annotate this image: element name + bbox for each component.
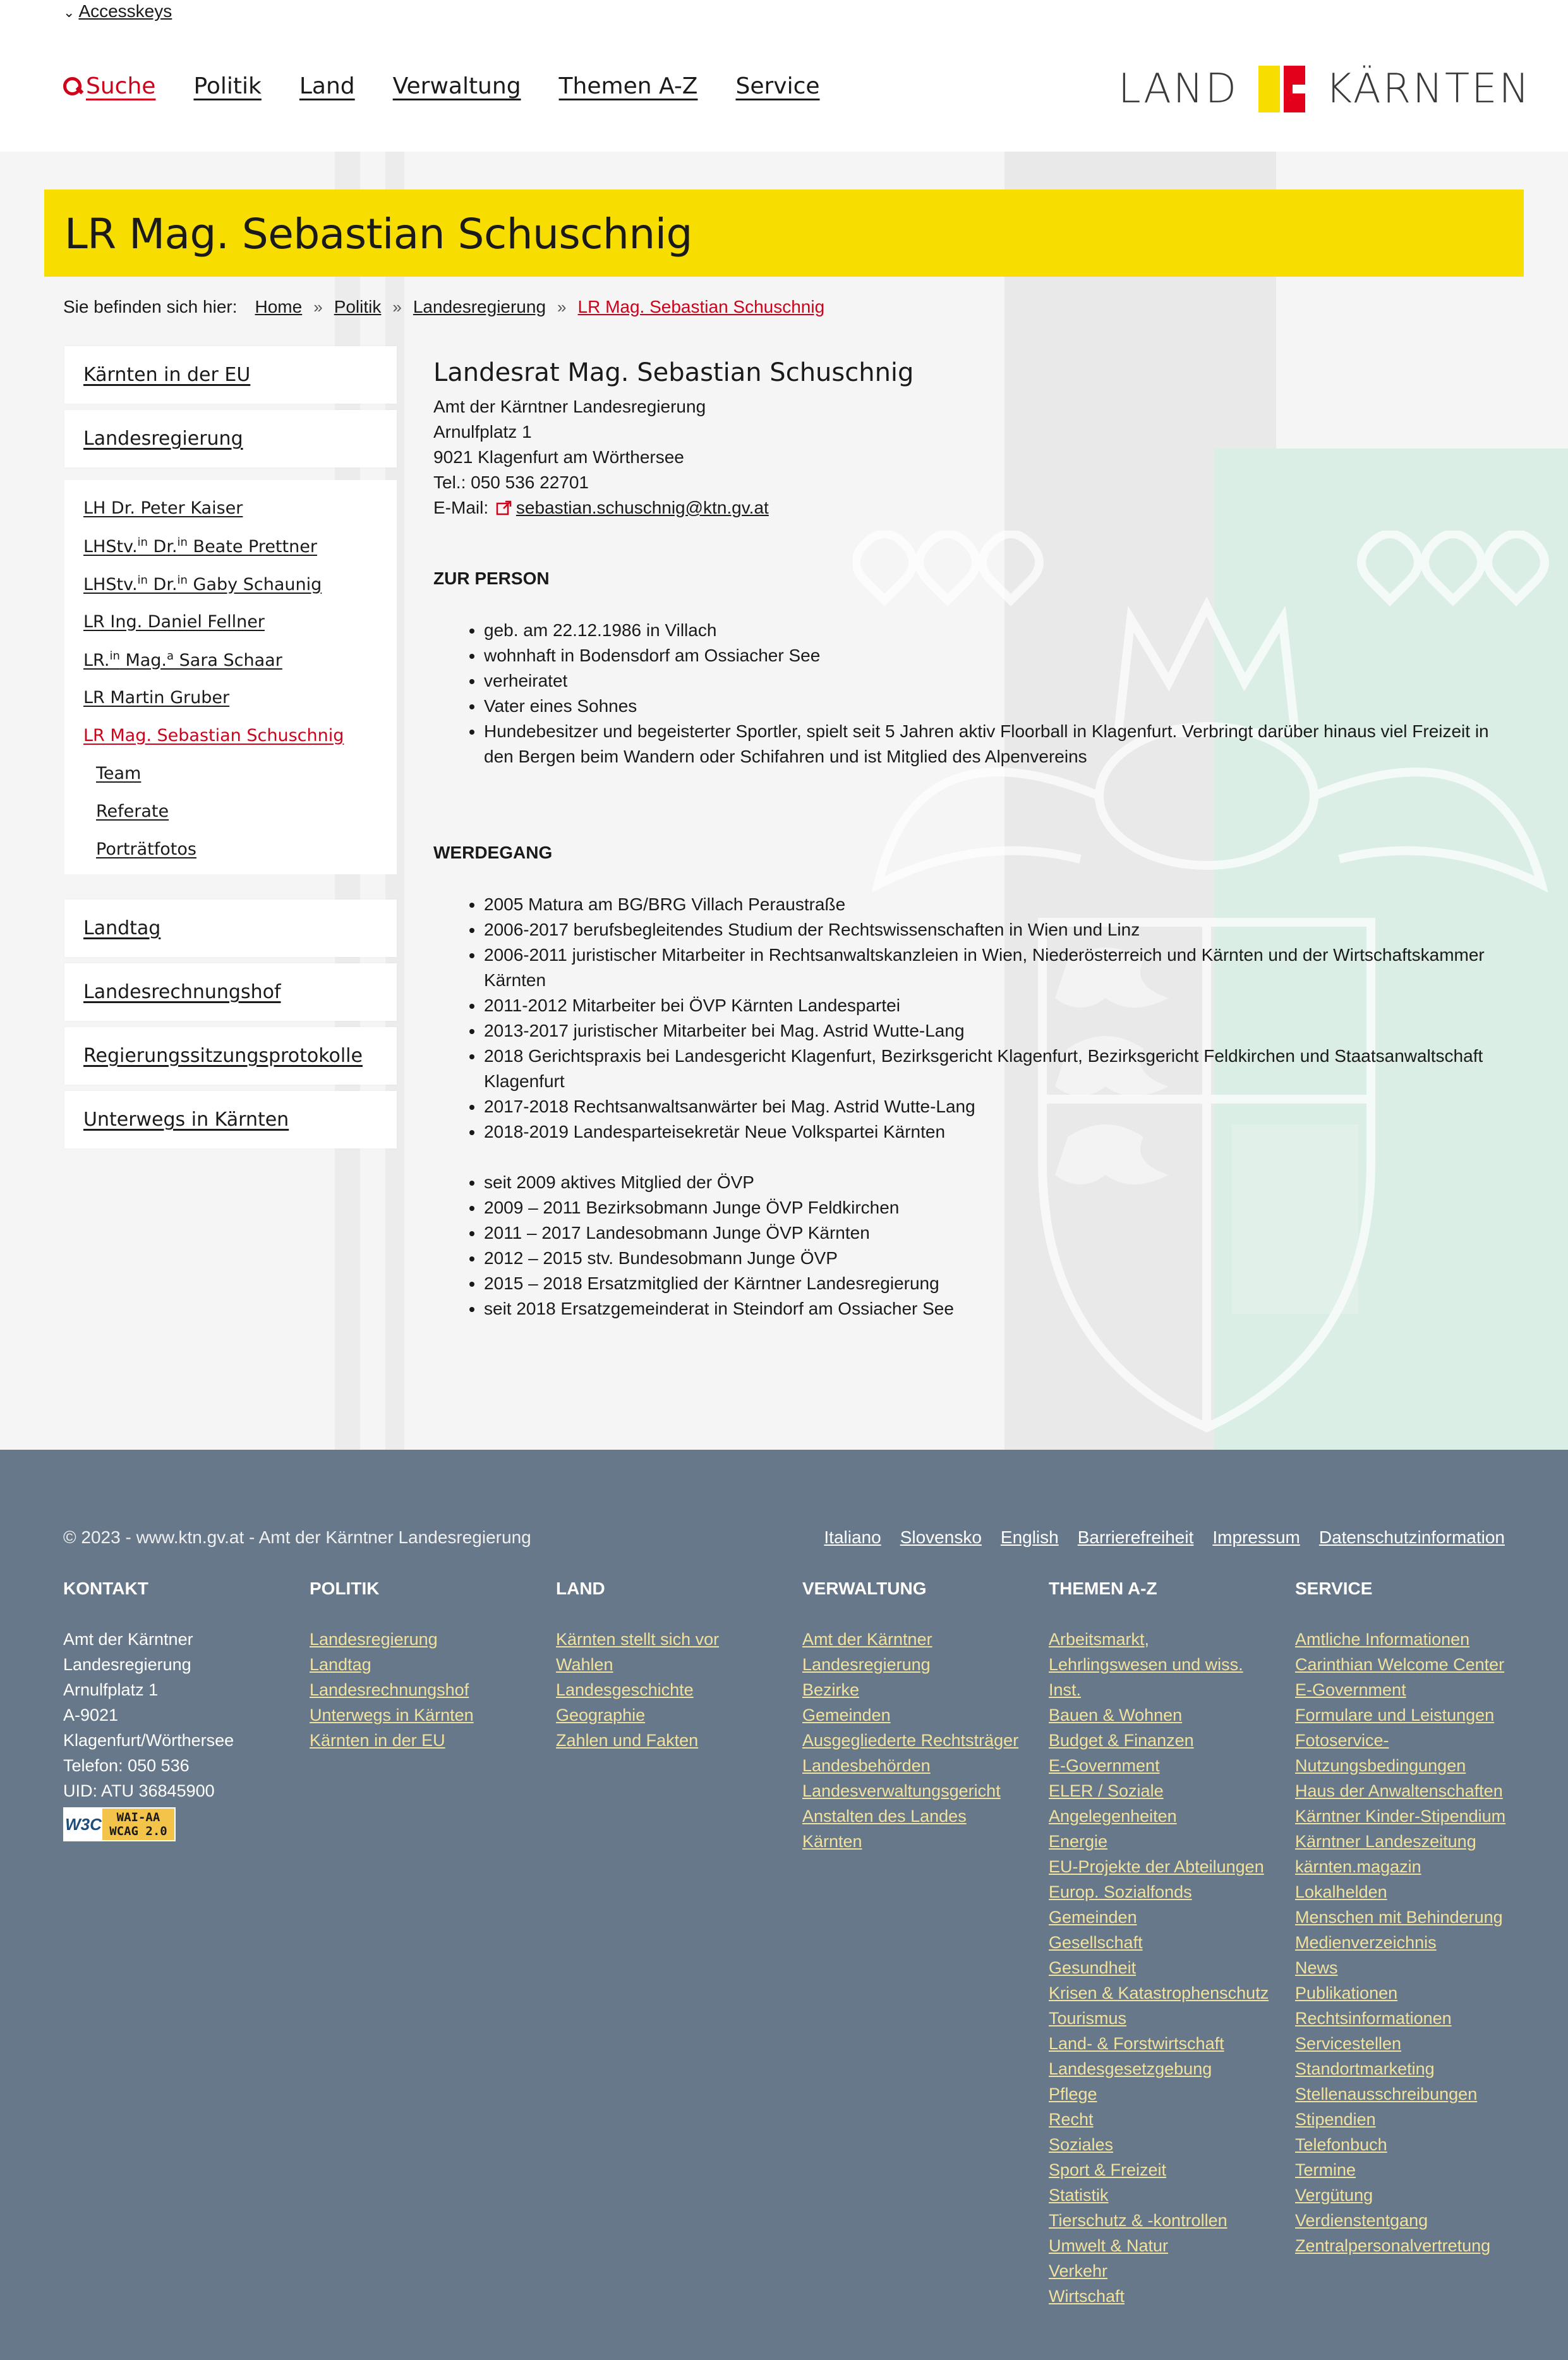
footer-link[interactable]: Medienverzeichnis	[1295, 1933, 1437, 1952]
footer-link-italiano[interactable]: Italiano	[824, 1527, 881, 1547]
footer-link[interactable]: Gesellschaft	[1049, 1933, 1143, 1952]
career-list	[433, 892, 1507, 1145]
footer-link[interactable]: Standortmarketing	[1295, 2059, 1435, 2078]
sidebar-subitem-team[interactable]: Team	[96, 763, 142, 783]
footer-link[interactable]: Amt der Kärntner Landesregierung	[802, 1630, 932, 1674]
logo-text-left: LAND	[1118, 66, 1239, 112]
footer-link[interactable]: E-Government	[1049, 1756, 1160, 1775]
breadcrumb-landesregierung[interactable]: Landesregierung	[413, 297, 546, 316]
footer-text: Amt der Kärntner	[63, 1630, 193, 1649]
footer-link[interactable]: Budget & Finanzen	[1049, 1731, 1194, 1750]
chevron-double-right-icon: »	[392, 297, 402, 316]
page-title: LR Mag. Sebastian Schuschnig	[64, 210, 692, 258]
footer-text: Klagenfurt/Wörthersee	[63, 1731, 234, 1750]
footer-col-kontakt	[63, 1576, 291, 1841]
sidebar-subitem-gruber[interactable]: LR Martin Gruber	[83, 687, 230, 707]
contact-phone: Tel.: 050 536 22701	[433, 473, 589, 492]
footer-col-heading: THEMEN A-Z	[1049, 1579, 1157, 1598]
sidebar-subitem-kaiser[interactable]: LH Dr. Peter Kaiser	[83, 498, 243, 518]
footer-col-heading: POLITIK	[310, 1579, 380, 1598]
footer-link[interactable]: Sport & Freizeit	[1049, 2160, 1167, 2179]
sidebar-subitem-schuschnig[interactable]: LR Mag. Sebastian Schuschnig	[83, 725, 344, 745]
list-item: • 2018-2019 Landesparteisekretär Neue Volkspartei Kärnten	[484, 1119, 1507, 1145]
footer-link[interactable]: Umwelt & Natur	[1049, 2236, 1169, 2255]
footer-col-heading: LAND	[556, 1579, 605, 1598]
footer-text: Arnulfplatz 1	[63, 1680, 159, 1699]
sidebar-submenu	[64, 480, 397, 874]
sidebar-item-protokolle	[64, 1027, 397, 1085]
sidebar-subitem-portraetfotos[interactable]: Porträtfotos	[96, 839, 196, 859]
footer-link[interactable]: Stipendien	[1295, 2110, 1376, 2129]
sidebar-subitem-referate[interactable]: Referate	[96, 801, 169, 821]
footer-link[interactable]: Bezirke	[802, 1680, 860, 1699]
footer-link[interactable]: Land- & Forstwirtschaft	[1049, 2034, 1224, 2053]
sidebar-item-eu	[64, 346, 397, 404]
list-item: • 2006-2011 juristischer Mitarbeiter in Rechtsanwaltskanzleien in Wien, Niederösterreich und Kärnten und der Wirtschaftskammer Kärnten	[484, 942, 1507, 993]
footer-link[interactable]: Kärnten stellt sich vor	[556, 1630, 720, 1649]
sidebar-subitem-prettner[interactable]: LHStv.$^{in}$ Dr.$^{in}$ Beate Prettner	[83, 535, 317, 557]
footer-link[interactable]: Soziales	[1049, 2135, 1114, 2154]
list-item: • 2009 – 2011 Bezirksobmann Junge ÖVP Feldkirchen	[484, 1195, 1507, 1220]
sidebar-link[interactable]: Landesregierung	[83, 428, 243, 450]
footer-link[interactable]: Gesundheit	[1049, 1958, 1137, 1977]
footer-text: Telefon: 050 536	[63, 1756, 190, 1775]
section-heading-career: WERDEGANG	[433, 843, 553, 862]
chevron-double-right-icon: »	[313, 297, 323, 316]
footer-link[interactable]: Tourismus	[1049, 2009, 1127, 2028]
footer-link-impressum[interactable]: Impressum	[1212, 1527, 1300, 1547]
footer-link[interactable]: Formulare und Leistungen	[1295, 1706, 1495, 1725]
footer-link[interactable]: Geographie	[556, 1706, 646, 1725]
footer-link[interactable]: Pflege	[1049, 2085, 1097, 2104]
wcag-badge[interactable]	[63, 1807, 176, 1841]
contact-email: E-Mail: sebastian.schuschnig@ktn.gv.at	[433, 498, 769, 517]
footer-link[interactable]: Zahlen und Fakten	[556, 1731, 699, 1750]
list-item: • 2005 Matura am BG/BRG Villach Peraustraße	[484, 892, 1507, 917]
list-item: • Hundebesitzer und begeisterter Sportler, spielt seit 5 Jahren aktiv Floorball in Klagenfurt. Verbringt darüber hinaus viel Freizeit in den Bergen beim Wandern oder Schifahren und ist Mitglied des Alpenvereins	[484, 719, 1507, 769]
footer-text: A-9021	[63, 1706, 119, 1725]
footer-link[interactable]: kärnten.magazin	[1295, 1857, 1421, 1876]
footer-link[interactable]: EU-Projekte der Abteilungen	[1049, 1857, 1264, 1876]
nav-politik[interactable]: Politik	[193, 73, 262, 99]
sidebar-link[interactable]: Kärnten in der EU	[83, 364, 251, 386]
nav-search[interactable]: Suche	[63, 73, 155, 99]
footer-link[interactable]: Tierschutz & -kontrollen	[1049, 2211, 1227, 2230]
footer-link[interactable]: News	[1295, 1958, 1338, 1977]
footer-link[interactable]: Zentralpersonalvertretung	[1295, 2236, 1491, 2255]
sidebar-item-landesrechnungshof	[64, 963, 397, 1021]
email-link[interactable]: sebastian.schuschnig@ktn.gv.at	[516, 498, 769, 517]
page-title-bar	[44, 190, 1524, 277]
list-item: • verheiratet	[484, 668, 1507, 694]
footer-col-verwaltung	[802, 1576, 1023, 1854]
footer-link[interactable]: Termine	[1295, 2160, 1356, 2179]
footer-link[interactable]: Menschen mit Behinderung	[1295, 1908, 1503, 1927]
search-icon	[63, 77, 82, 96]
sidebar-subitem-fellner[interactable]: LR Ing. Daniel Fellner	[83, 611, 265, 632]
footer-link[interactable]: Vergütung	[1295, 2186, 1373, 2205]
sidebar-subitem-schaar[interactable]: LR.$^{in}$ Mag.$^a$ Sara Schaar	[83, 649, 282, 670]
list-item: • wohnhaft in Bodensdorf am Ossiacher See	[484, 643, 1507, 668]
list-item: • geb. am 22.12.1986 in Villach	[484, 618, 1507, 643]
person-list	[433, 618, 1507, 769]
footer-col-themen	[1049, 1576, 1270, 2309]
content-heading: Landesrat Mag. Sebastian Schuschnig	[433, 358, 914, 387]
footer-link-slovensko[interactable]: Slovensko	[900, 1527, 982, 1547]
footer-link[interactable]: Unterwegs in Kärnten	[310, 1706, 474, 1725]
footer-col-heading: SERVICE	[1295, 1579, 1373, 1598]
breadcrumb-current[interactable]: LR Mag. Sebastian Schuschnig	[577, 297, 825, 316]
footer-link[interactable]: Kärntner Landeszeitung	[1295, 1832, 1476, 1851]
footer-link-english[interactable]: English	[1000, 1527, 1059, 1547]
nav-verwaltung[interactable]: Verwaltung	[392, 73, 521, 99]
main-content	[433, 360, 1507, 1321]
footer-link[interactable]: Amtliche Informationen	[1295, 1630, 1470, 1649]
footer-link[interactable]: Wahlen	[556, 1655, 613, 1674]
footer-link[interactable]: Krisen & Katastrophenschutz	[1049, 1984, 1269, 2002]
w3c-logo-icon: W3C	[64, 1809, 102, 1840]
footer-link[interactable]: E-Government	[1295, 1680, 1406, 1699]
footer-link-datenschutz[interactable]: Datenschutzinformation	[1318, 1527, 1505, 1547]
footer-text: Landesregierung	[63, 1655, 191, 1674]
list-item: • seit 2009 aktives Mitglied der ÖVP	[484, 1170, 1507, 1195]
list-item: • 2011-2012 Mitarbeiter bei ÖVP Kärnten Landespartei	[484, 993, 1507, 1018]
breadcrumb	[63, 297, 824, 317]
footer-link[interactable]: Verkehr	[1049, 2261, 1108, 2280]
chevron-double-right-icon: »	[557, 297, 567, 316]
footer-link[interactable]: Landesgeschichte	[556, 1680, 694, 1699]
footer-link[interactable]: Rechtsinformationen	[1295, 2009, 1452, 2028]
nav-themen[interactable]: Themen A-Z	[558, 73, 698, 99]
external-link-icon	[496, 500, 512, 516]
sidebar-item-landtag	[64, 900, 397, 957]
footer-link[interactable]: Arbeitsmarkt, Lehrlingswesen und wiss. Inst.	[1049, 1630, 1243, 1699]
footer-link[interactable]: Stellenausschreibungen	[1295, 2085, 1478, 2104]
footer-link[interactable]: Gemeinden	[802, 1706, 891, 1725]
accesskeys-link[interactable]: ⌄ Accesskeys	[63, 1, 172, 21]
footer-link[interactable]: Landtag	[310, 1655, 371, 1674]
footer-link[interactable]: Haus der Anwaltenschaften	[1295, 1781, 1503, 1800]
chevron-down-icon: ⌄	[63, 4, 75, 20]
nav-land[interactable]: Land	[299, 73, 355, 99]
footer-col-heading: VERWALTUNG	[802, 1579, 927, 1598]
footer-link[interactable]: Europ. Sozialfonds	[1049, 1882, 1192, 1901]
sidebar-link[interactable]: Regierungssitzungsprotokolle	[83, 1045, 363, 1067]
sidebar-link[interactable]: Unterwegs in Kärnten	[83, 1109, 289, 1131]
footer-link[interactable]: Kärnten in der EU	[310, 1731, 445, 1750]
footer-link[interactable]: Statistik	[1049, 2186, 1109, 2205]
footer-link[interactable]: ELER / Soziale Angelegenheiten	[1049, 1781, 1177, 1826]
footer-link[interactable]: Landesregierung	[310, 1630, 438, 1649]
sidebar-link[interactable]: Landtag	[83, 917, 161, 939]
main-navigation	[63, 73, 820, 99]
footer-link[interactable]: Ausgegliederte Rechtsträger	[802, 1731, 1019, 1750]
breadcrumb-politik[interactable]: Politik	[334, 297, 382, 316]
footer-link[interactable]: Landesrechnungshof	[310, 1680, 469, 1699]
sidebar-link[interactable]: Landesrechnungshof	[83, 981, 281, 1003]
list-item: • Vater eines Sohnes	[484, 694, 1507, 719]
footer-col-land	[556, 1576, 783, 1753]
party-list	[433, 1170, 1507, 1321]
contact-block	[433, 394, 1507, 521]
section-heading-person: ZUR PERSON	[433, 569, 550, 588]
contact-line: 9021 Klagenfurt am Wörthersee	[433, 447, 684, 467]
footer-meta-links	[824, 1527, 1505, 1548]
wcag-label: WAI-AA WCAG 2.0	[102, 1809, 174, 1840]
contact-line: Amt der Kärntner Landesregierung	[433, 397, 706, 416]
footer-link[interactable]: Servicestellen	[1295, 2034, 1402, 2053]
site-logo[interactable]	[1118, 66, 1531, 112]
sidebar-item-unterwegs	[64, 1091, 397, 1148]
footer-link[interactable]: Energie	[1049, 1832, 1108, 1851]
footer-link[interactable]: Carinthian Welcome Center	[1295, 1655, 1505, 1674]
logo-mark-icon	[1258, 66, 1305, 112]
breadcrumb-home[interactable]: Home	[255, 297, 303, 316]
footer-link[interactable]: Fotoservice-Nutzungsbedingungen	[1295, 1731, 1466, 1775]
list-item: • seit 2018 Ersatzgemeinderat in Steindorf am Ossiacher See	[484, 1296, 1507, 1321]
list-item: • 2017-2018 Rechtsanwaltsanwärter bei Mag. Astrid Wutte-Lang	[484, 1094, 1507, 1119]
footer-text: UID: ATU 36845900	[63, 1781, 215, 1800]
list-item: • 2011 – 2017 Landesobmann Junge ÖVP Kärnten	[484, 1220, 1507, 1246]
footer-link[interactable]: Publikationen	[1295, 1984, 1398, 2002]
contact-line: Arnulfplatz 1	[433, 422, 532, 442]
footer-link[interactable]: Landesbehörden	[802, 1756, 931, 1775]
footer-link[interactable]: Verdienstentgang	[1295, 2211, 1428, 2230]
footer-col-politik	[310, 1576, 537, 1753]
list-item: • 2006-2017 berufsbegleitendes Studium der Rechtswissenschaften in Wien und Linz	[484, 917, 1507, 942]
list-item: • 2018 Gerichtspraxis bei Landesgericht Klagenfurt, Bezirksgericht Klagenfurt, Bezirksgericht Feldkirchen und Staatsanwaltschaft Klagenfurt	[484, 1044, 1507, 1094]
footer-link[interactable]: Kärntner Kinder-Stipendium	[1295, 1807, 1506, 1826]
footer-link[interactable]: Telefonbuch	[1295, 2135, 1387, 2154]
logo-text-right: KÄRNTEN	[1325, 66, 1531, 112]
footer-link[interactable]: Gemeinden	[1049, 1908, 1137, 1927]
list-item: • 2012 – 2015 stv. Bundesobmann Junge ÖVP	[484, 1246, 1507, 1271]
list-item: • 2013-2017 juristischer Mitarbeiter bei Mag. Astrid Wutte-Lang	[484, 1018, 1507, 1044]
footer-link[interactable]: Anstalten des Landes Kärnten	[802, 1807, 967, 1851]
list-item: • 2015 – 2018 Ersatzmitglied der Kärntner Landesregierung	[484, 1271, 1507, 1296]
footer-link[interactable]: Landesverwaltungsgericht	[802, 1781, 1001, 1800]
sidebar-subitem-schaunig[interactable]: LHStv.$^{in}$ Dr.$^{in}$ Gaby Schaunig	[83, 573, 322, 594]
footer-link[interactable]: Recht	[1049, 2110, 1094, 2129]
nav-service[interactable]: Service	[735, 73, 820, 99]
footer-link[interactable]: Lokalhelden	[1295, 1882, 1387, 1901]
footer-link[interactable]: Wirtschaft	[1049, 2287, 1125, 2306]
copyright: © 2023 - www.ktn.gv.at - Amt der Kärntner Landesregierung	[63, 1527, 531, 1547]
footer-col-service	[1295, 1576, 1510, 2258]
footer-link[interactable]: Landesgesetzgebung	[1049, 2059, 1212, 2078]
footer-link[interactable]: Bauen & Wohnen	[1049, 1706, 1183, 1725]
footer-link-barrierefreiheit[interactable]: Barrierefreiheit	[1077, 1527, 1194, 1547]
footer-col-heading: KONTAKT	[63, 1579, 148, 1598]
sidebar-item-landesregierung	[64, 410, 397, 467]
footer	[0, 1450, 1568, 2360]
breadcrumb-lead: Sie befinden sich hier:	[63, 297, 238, 316]
sidebar	[64, 346, 397, 1155]
